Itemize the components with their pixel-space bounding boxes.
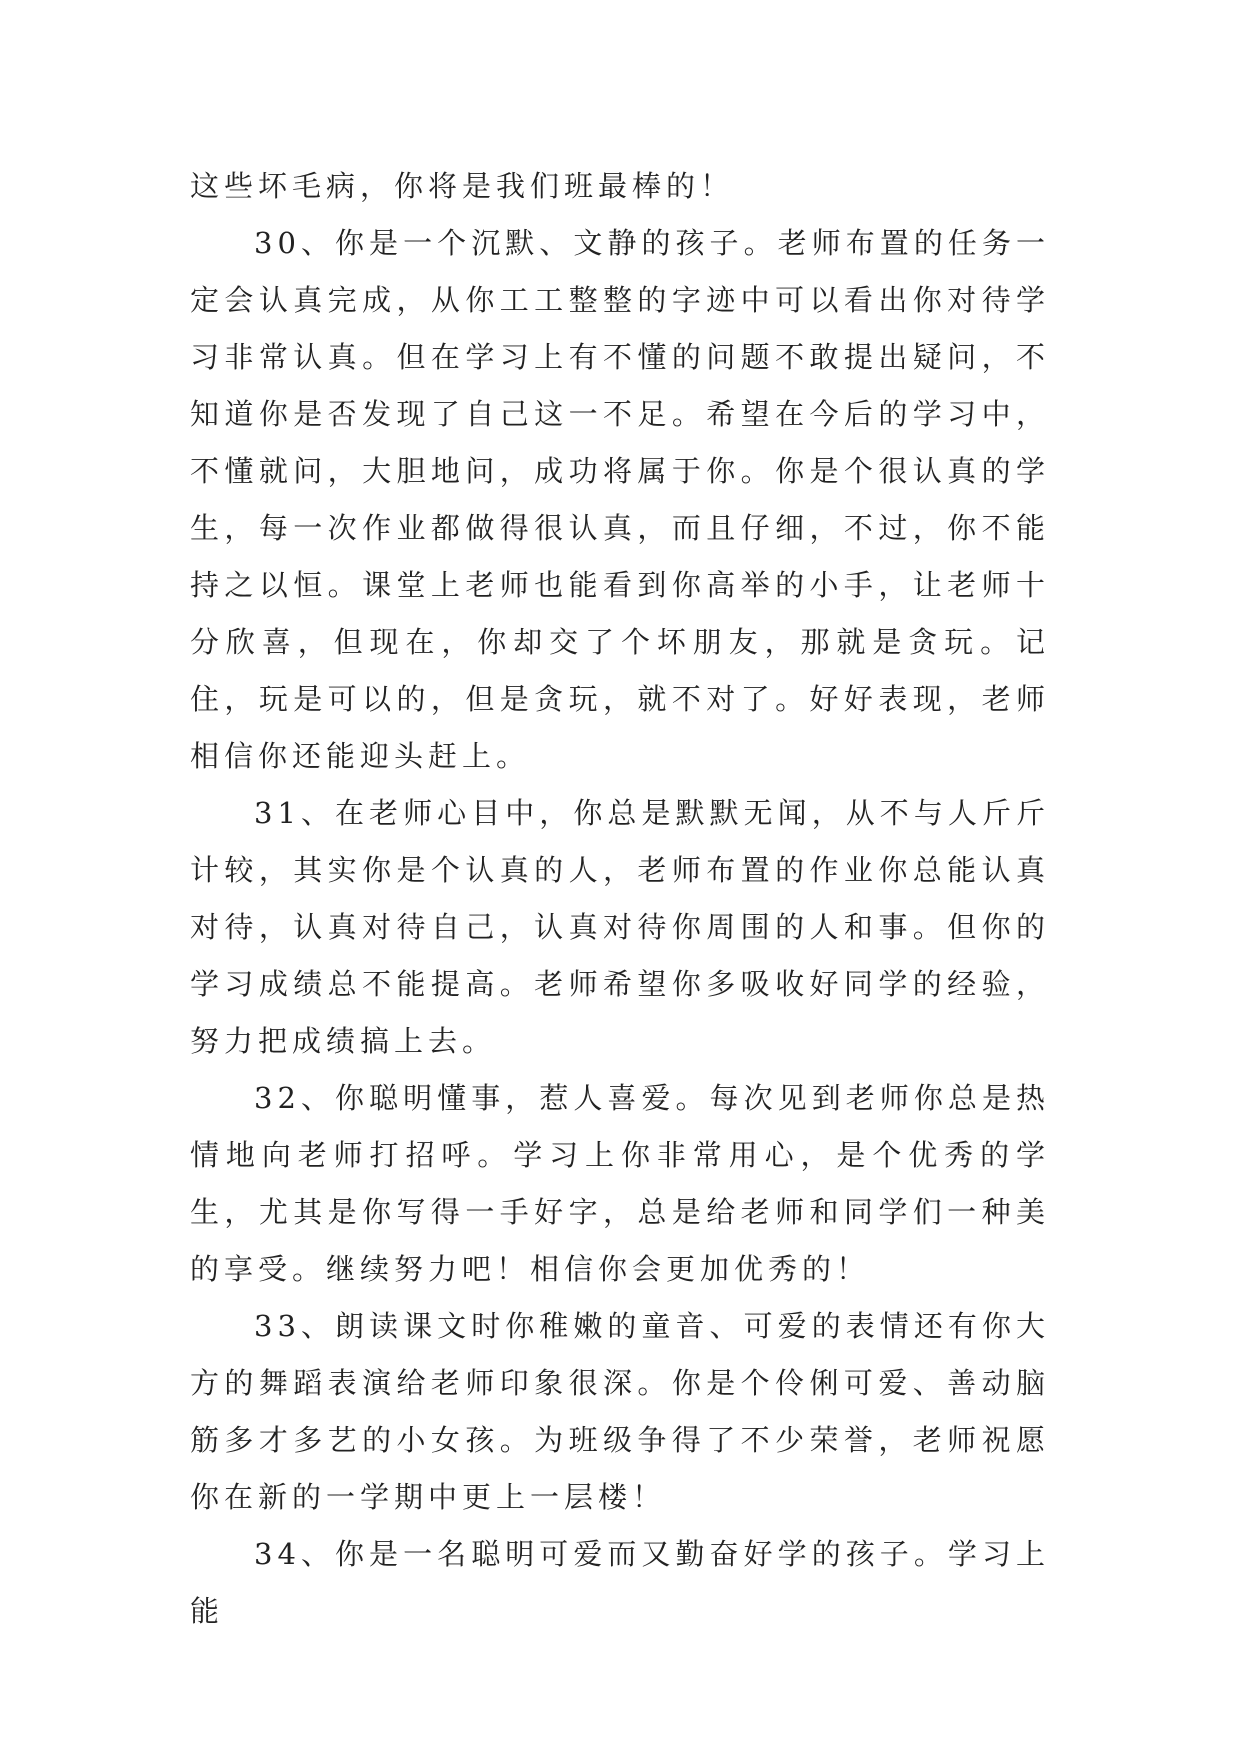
paragraph-comment-32: 32、你聪明懂事，惹人喜爱。每次见到老师你总是热情地向老师打招呼。学习上你非常用心，是个优秀的学生，尤其是你写得一手好字，总是给老师和同学们一种美的享受。继续努力吧！相信你会更加优秀的！ [190, 1081, 1050, 1286]
paragraph-comment-34: 34、你是一名聪明可爱而又勤奋好学的孩子。学习上能 [190, 1537, 1050, 1628]
paragraph-comment-30: 30、你是一个沉默、文静的孩子。老师布置的任务一定会认真完成，从你工工整整的字迹中可以看出你对待学习非常认真。但在学习上有不懂的问题不敢提出疑问，不知道你是否发现了自己这一不足。希望在今后的学习中，不懂就问，大胆地问，成功将属于你。你是个很认真的学生，每一次作业都做得很认真，而且仔细，不过，你不能持之以恒。课堂上老师也能看到你高举的小手，让老师十分欣喜，但现在，你却交了个坏朋友，那就是贪玩。记住，玩是可以的，但是贪玩，就不对了。好好表现，老师相信你还能迎头赶上。 [190, 226, 1050, 773]
paragraph-continuation: 这些坏毛病，你将是我们班最棒的！ [190, 169, 735, 203]
document-body [190, 158, 1050, 1640]
paragraph-comment-33: 33、朗读课文时你稚嫩的童音、可爱的表情还有你大方的舞蹈表演给老师印象很深。你是个伶俐可爱、善动脑筋多才多艺的小女孩。为班级争得了不少荣誉，老师祝愿你在新的一学期中更上一层楼！ [190, 1309, 1050, 1514]
paragraph-comment-31: 31、在老师心目中，你总是默默无闻，从不与人斤斤计较，其实你是个认真的人，老师布置的作业你总能认真对待，认真对待自己，认真对待你周围的人和事。但你的学习成绩总不能提高。老师希望你多吸收好同学的经验，努力把成绩搞上去。 [190, 796, 1050, 1058]
